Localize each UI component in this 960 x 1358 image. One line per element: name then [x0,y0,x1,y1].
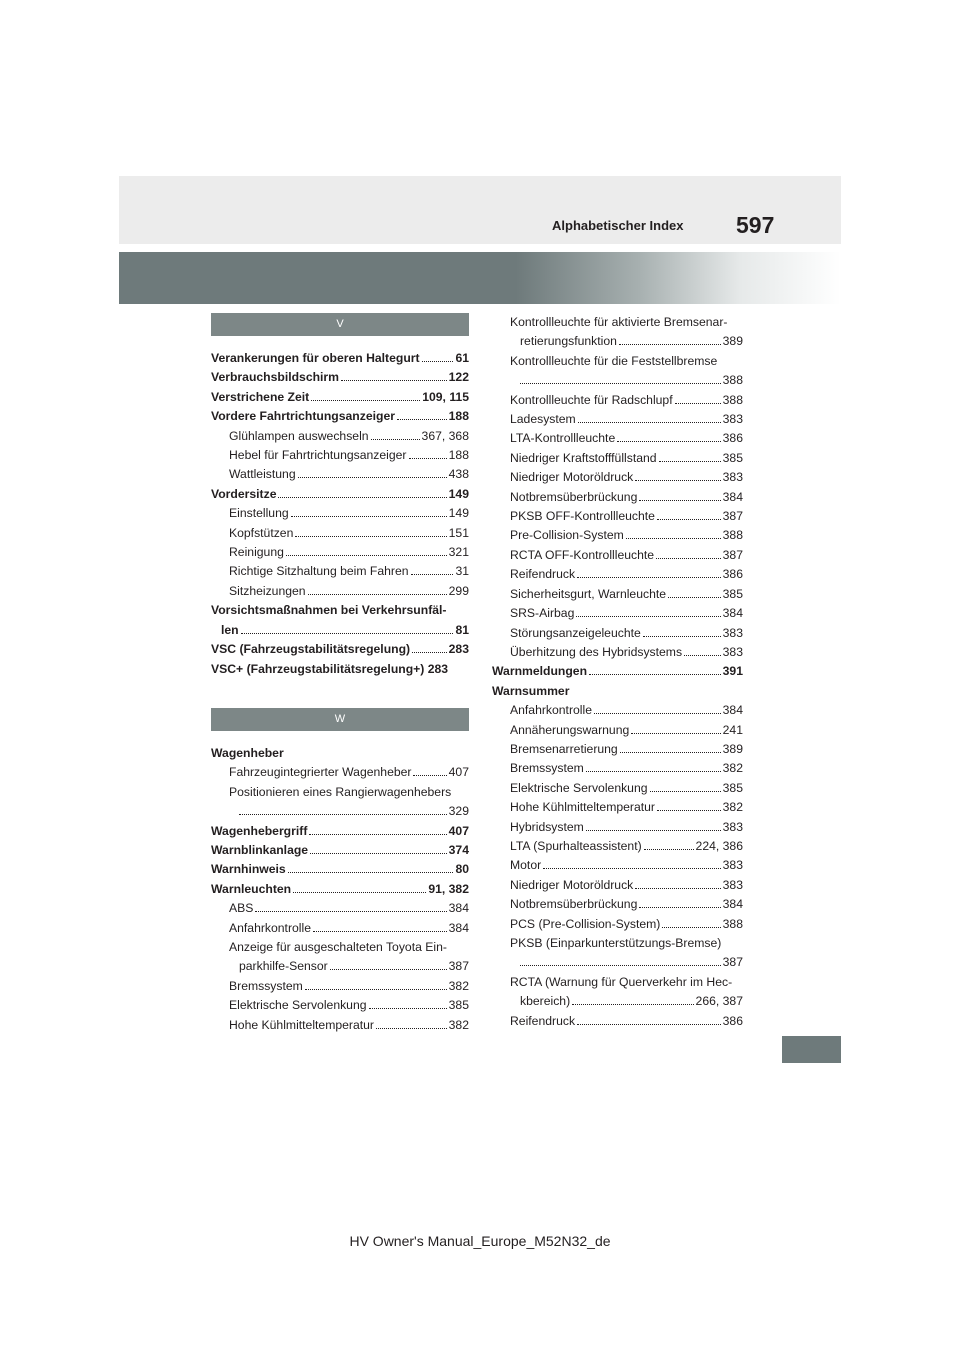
index-subentry: Notbremsüberbrückung 384 [510,489,743,504]
index-subentry: Überhitzung des Hybridsystems 383 [510,644,743,659]
index-subentry: Motor 383 [510,858,743,873]
index-subentry-head: Positionieren eines Rangierwagenhebers [229,784,452,799]
index-subentry: ABS 384 [229,901,469,916]
header-band [119,176,841,244]
index-subentry: Niedriger Motoröldruck 383 [510,877,743,892]
header-gradient-bar [119,252,841,304]
index-subentry-head: Anzeige für ausgeschalteten Toyota Ein- [229,939,447,954]
index-subentry: PKSB OFF-Kontrollleuchte 387 [510,509,743,524]
index-subentry-head: PKSB (Einparkunterstützungs-Bremse) [510,936,722,950]
index-subentry: Hebel für Fahrtrichtungsanzeiger 188 [229,448,469,463]
index-subentry-continuation: parkhilfe-Sensor 387 [239,959,469,974]
index-subentry: Einstellung 149 [229,506,469,521]
letter-heading-v: V [211,313,469,336]
index-subentry-continuation: 329 [211,802,469,821]
page-number: 597 [736,212,775,238]
chapter-side-tab [782,1036,841,1063]
index-subentry: Notbremsüberbrückung 384 [510,897,743,912]
index-column-right [492,313,743,1031]
index-subentry-continuation: 388 [492,371,743,390]
index-entry: Vordersitze 149 [211,486,469,501]
index-subentry: Richtige Sitzhaltung beim Fahren 31 [229,564,469,579]
index-subentry: Störungsanzeigeleuchte 383 [510,625,743,640]
index-subentry: Ladesystem 383 [510,412,743,427]
index-subentry: Bremsenarretierung 389 [510,741,743,756]
index-subentry: Bremssystem 382 [510,761,743,776]
index-entry: Wagenhebergriff 407 [211,823,469,838]
index-entry: Verbrauchsbildschirm 122 [211,370,469,385]
index-subentry: Hybridsystem 383 [510,819,743,834]
index-subentry: Niedriger Motoröldruck 383 [510,470,743,485]
index-subentry: Elektrische Servolenkung 385 [229,998,469,1013]
index-subentry: Sitzheizungen 299 [229,583,469,598]
index-subentry: Fahrzeugintegrierter Wagenheber 407 [229,765,469,780]
index-subentry-head: Kontrollleuchte für aktivierte Bremsenar- [510,315,728,329]
index-column-left [211,313,469,1035]
index-subentry-head: RCTA (Warnung für Querverkehr im Hec- [510,974,733,989]
index-subentry: Glühlampen auswechseln 367, 368 [229,428,469,443]
index-subentry: Niedriger Kraftstofffüllstand 385 [510,450,743,465]
index-subentry-head: Kontrollleuchte für die Feststellbremse [510,353,718,368]
index-entry: Verankerungen für oberen Haltegurt 61 [211,351,469,365]
index-subentry: Bremssystem 382 [229,978,469,993]
index-entry-continuation: len 81 [221,622,469,637]
index-subentry: Reifendruck 386 [510,567,743,582]
index-subentry: PCS (Pre-Collision-System) 388 [510,916,743,931]
index-subentry: Hohe Kühlmitteltemperatur 382 [510,800,743,815]
index-entry: Warnmeldungen 391 [492,664,743,679]
index-subentry: Pre-Collision-System 388 [510,528,743,543]
index-subentry: LTA (Spurhalteassistent) 224, 386 [510,838,743,853]
index-subentry-continuation: kbereich) 266, 387 [520,994,743,1009]
index-entry: Vordere Fahrtrichtungsanzeiger 188 [211,409,469,424]
index-subentry: LTA-Kontrollleuchte 386 [510,431,743,446]
letter-heading-w: W [211,708,469,731]
index-entry-head: Wagenheber [211,745,284,760]
index-entry-head: Vorsichtsmaßnahmen bei Verkehrsunfäl- [211,603,447,618]
index-subentry: Wattleistung 438 [229,467,469,482]
index-subentry: Reifendruck 386 [510,1013,743,1028]
index-entry: Warnleuchten 91, 382 [211,881,469,896]
section-title: Alphabetischer Index [552,218,684,233]
index-subentry: Anfahrkontrolle 384 [510,703,743,718]
footer-manual-id: HV Owner's Manual_Europe_M52N32_de [349,1233,611,1249]
index-subentry-continuation: retierungsfunktion 389 [520,334,743,349]
index-entry: VSC+ (Fahrzeugstabilitätsregelung+) 283 [211,661,449,676]
index-subentry: Sicherheitsgurt, Warnleuchte 385 [510,586,743,601]
index-entry: VSC (Fahrzeugstabilitätsregelung) 283 [211,642,469,657]
index-subentry: Kopfstützen 151 [229,525,469,540]
index-entry-head: Warnsummer [492,683,570,698]
index-subentry: Hohe Kühlmitteltemperatur 382 [229,1017,469,1032]
index-entry: Warnhinweis 80 [211,862,469,877]
index-subentry: Reinigung 321 [229,545,469,560]
index-subentry: Elektrische Servolenkung 385 [510,780,743,795]
index-entry: Warnblinkanlage 374 [211,842,469,857]
index-subentry: SRS-Airbag 384 [510,606,743,621]
index-subentry-continuation: 387 [492,953,743,972]
index-subentry: Annäherungswarnung 241 [510,722,743,737]
index-subentry: Anfahrkontrolle 384 [229,920,469,935]
index-subentry: Kontrollleuchte für Radschlupf 388 [510,392,743,407]
index-entry: Verstrichene Zeit 109, 115 [211,389,469,404]
index-subentry: RCTA OFF-Kontrollleuchte 387 [510,547,743,562]
